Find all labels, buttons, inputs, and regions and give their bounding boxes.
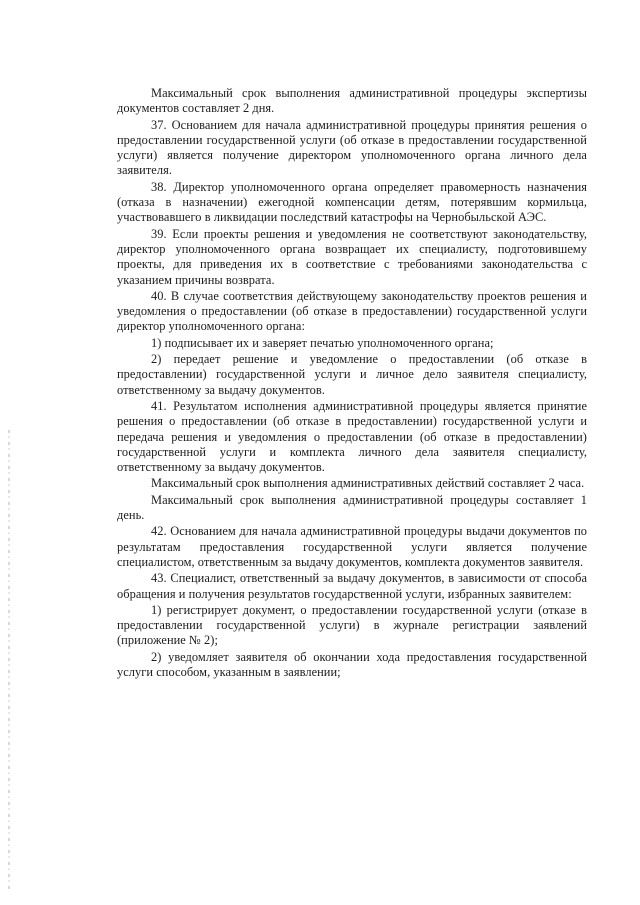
paragraph-40-item-2: 2) передает решение и уведомление о предоставлении (об отказе в предоставлении) государственной услуги и личное дело заявителя специалисту, ответственному за выдачу документов. [117,352,587,397]
scan-edge-artifact [8,430,10,890]
paragraph-38: 38. Директор уполномоченного органа определяет правомерность назначения (отказа в назначении) ежегодной компенсации детям, потерявшим кормильца, участвовавшего в ликвидации последствий катастрофы на Чернобыльской АЭС. [117,179,587,225]
paragraph-43: 43. Специалист, ответственный за выдачу документов, в зависимости от способа обращения и получения результатов государственной услуги, избранных заявителем: [117,571,587,601]
paragraph-43-item-2: 2) уведомляет заявителя об окончании хода предоставления государственной услуги способом, указанным в заявлении; [117,649,587,679]
paragraph-42: 42. Основанием для начала административной процедуры выдачи документов по результатам предоставления государственной услуги является получение специалистом, ответственным за выдачу документов, комплекта документов заявителя. [117,524,587,569]
paragraph-43-item-1: 1) регистрирует документ, о предоставлении государственной услуги (отказе в предоставлении государственной услуги) в журнале регистрации заявлений (приложение № 2); [117,602,587,648]
paragraph-40: 40. В случае соответствия действующему законодательству проектов решения и уведомления о предоставлении (об отказе в предоставлении) государственной услуги директор уполномоченного органа: [117,288,587,334]
paragraph-37: 37. Основанием для начала административной процедуры принятия решения о предоставлении государственной услуги (об отказе в предоставлении государственной услуги) является получение директором уполномоченного органа личного дела заявителя. [117,117,587,178]
document-body [117,86,587,681]
paragraph-max-term-expertise: Максимальный срок выполнения административной процедуры экспертизы документов составляет 2 дня. [117,86,587,116]
paragraph-max-term-procedure: Максимальный срок выполнения административной процедуры составляет 1 день. [117,492,587,523]
paragraph-41: 41. Результатом исполнения административной процедуры является принятие решения о предоставлении (об отказе в предоставлении) государственной услуги и передача решения и уведомления о предоставлении (об отказе в предоставлении) государственной услуги и комплекта личного дела заявителя специалисту, ответственному за выдачу документов. [117,398,587,475]
paragraph-40-item-1: 1) подписывает их и заверяет печатью уполномоченного органа; [151,335,494,350]
paragraph-39: 39. Если проекты решения и уведомления не соответствуют законодательству, директор уполномоченного органа возвращает их специалисту, подготовившему проекты, для приведения их в соответствие с требованиями законодательства с указанием причины возврата. [117,226,587,287]
paragraph-max-term-actions: Максимальный срок выполнения административных действий составляет 2 часа. [151,476,585,491]
